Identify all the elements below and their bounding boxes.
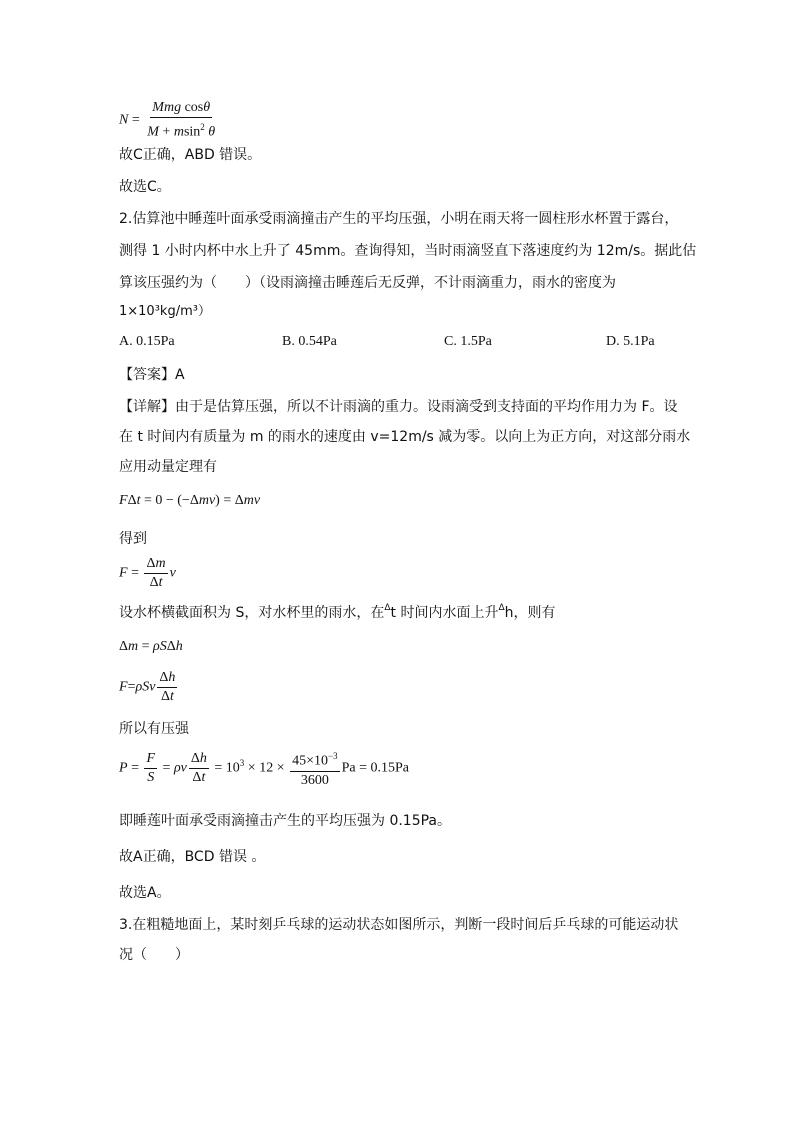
option-d: D. 5.1Pa: [606, 334, 655, 349]
detail-line-2: 在 t 时间内有质量为 m 的雨水的速度由 v=12m/s 减为零。以向上为正方向，对这部分雨水: [119, 429, 691, 445]
option-b: B. 0.54Pa: [282, 334, 337, 349]
option-a: A. 0.15Pa: [119, 334, 175, 349]
detail-line-1: 【详解】由于是估算压强，所以不计雨滴的重力。设雨滴受到支持面的平均作用力为 F。设: [119, 399, 678, 415]
detail-line-3: 应用动量定理有: [119, 459, 217, 475]
delta-icon: Δ: [498, 603, 505, 613]
a-correct-line: 故A正确，BCD 错误 。: [119, 849, 266, 865]
q2-line-3: 算该压强约为（ ）（设雨滴撞击睡莲后无反弹，不计雨滴重力，雨水的密度为: [119, 275, 616, 291]
q2-line-1: 2.估算池中睡莲叶面承受雨滴撞击产生的平均压强，小明在雨天将一圆柱形水杯置于露台，: [119, 211, 679, 227]
c-correct-line: 故C正确，ABD 错误。: [119, 147, 262, 163]
q3-line-1: 3.在粗糙地面上，某时刻乒乓球的运动状态如图所示，判断一段时间后乒乓球的可能运动状: [119, 917, 679, 933]
q2-density: 1×10³kg/m³）: [119, 304, 211, 319]
choose-c-line: 故选C。: [119, 179, 171, 195]
option-c: C. 1.5Pa: [444, 334, 492, 349]
choose-a-line: 故选A。: [119, 885, 171, 901]
conclusion-line: 即睡莲叶面承受雨滴撞击产生的平均压强为 0.15Pa。: [119, 813, 452, 829]
formula-normal-force: N = $\frac{\text{Mmg cosθ}}{M + msin^2 \theta}$: [119, 100, 216, 140]
formula-force: F = $\frac{\Delta m}{\Delta t}$ v: [119, 556, 176, 590]
got-line: 得到: [119, 531, 147, 547]
formula-momentum: FΔt = 0 − (−Δmv) = Δmv: [119, 493, 261, 508]
formula-pressure: P = $\frac{F}{S}$ = ρv $\frac{\Delta h}{\Delta t}$ = $10^3 \times 12$ × $\frac{45\times 10^{-3}}{3600}$ Pa = 0.15Pa: [119, 748, 409, 789]
so-pressure-line: 所以有压强: [119, 721, 189, 737]
formula-force-2: F=ρSv $\frac{\Delta h}{\Delta t}$: [119, 670, 176, 704]
formula-mass: Δm = ρSΔh: [119, 639, 183, 654]
q3-line-2: 况（ ）: [119, 947, 189, 963]
q2-line-2: 测得 1 小时内杯中水上升了 45mm。查询得知，当时雨滴竖直下落速度约为 12m/s。据此估: [119, 243, 697, 259]
answer-line: 【答案】A: [119, 367, 185, 383]
cup-line: 设水杯横截面积为 S，对水杯里的雨水，在$^\Delta$t 时间内水面上升$^\Delta$h，则有: [119, 603, 556, 621]
delta-icon: Δ: [384, 603, 391, 613]
